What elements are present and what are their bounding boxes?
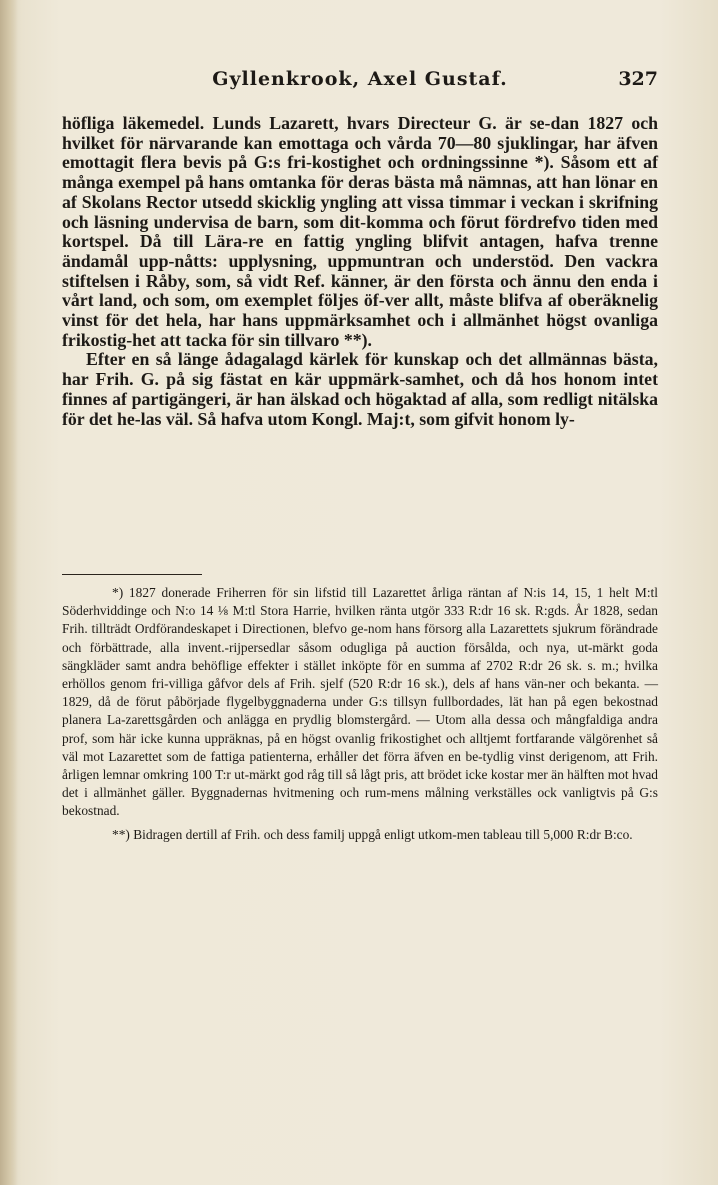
page-number: 327 [618,68,658,90]
page-gutter [0,0,18,1185]
running-head: Gyllenkrook, Axel Gustaf. [212,68,508,90]
body-paragraph-1: höfliga läkemedel. Lunds Lazarett, hvars Directeur G. är se-dan 1827 och hvilket för närvarande kan emottaga och vårda 70—80 sjuklingar, har äfven emottagit flera bevis på G:s fri-kostighet och ordningssinne *). Såsom ett af många exempel på hans omtanka för deras bästa må nämnas, att han lönar en af Skolans Rector utsedd skicklig yngling att vissa timmar i veckan i skrifning och läsning undervisa de barn, som dit-komma och förut fördrefvo tiden med kortspel. Då till Lära-re en fattig yngling blifvit antagen, hafva trenne ändamål upp-nåtts: upplysning, uppmuntran och understöd. Den vackra stiftelsen i Råby, som, så vidt Ref. känner, är den första och ännu den enda i vårt land, och som, om exemplet följes öf-ver allt, måste blifva af oberäknelig vinst för det hela, har hans uppmärksamhet och i allmänhet högst ovanliga frikostig-het att tacka för sin tillvaro **). [62,113,658,350]
footnotes [62,584,658,844]
footnote-2: **) Bidragen dertill af Frih. och dess familj uppgå enligt utkom-men tableau till 5,000 R:dr B:co. [112,826,633,842]
main-text [62,114,658,429]
footnote-separator [62,574,202,575]
body-paragraph-2: Efter en så länge ådagalagd kärlek för kunskap och det allmännas bästa, har Frih. G. på sig fästat en kär uppmärk-samhet, och då hos honom intet finnes af partigängeri, är han älskad och högaktad af alla, som redligt nitälska för det he-las väl. Så hafva utom Kongl. Maj:t, som gifvit honom ly- [62,349,658,429]
page-header [62,68,658,98]
footnote-1: *) 1827 donerade Friherren för sin lifstid till Lazarettet årliga räntan af N:is 14, 15, 1 helt M:tl Söderhviddinge och N:o 14 ⅛ M:tl Stora Harrie, hvilken ränta utgör 333 R:dr 16 sk. R:gds. År 1828, sedan Frih. tillträdt Ordförandeskapet i Directionen, blefvo ge-nom hans försorg alla Lazarettets sjukrum förändrade och förbättrade, alla invent.-rijpersedlar såsom odugliga på auction försålda, och nya, ut-märkt goda sängkläder samt andra behöflige effekter i stället inköpte för en summa af 2702 R:dr 26 sk. s. m.; hvilka erhöllos genom fri-villiga gåfvor dels af Frih. sjelf (520 R:dr 16 sk.), dels af hans vän-ner och bekanta. — 1829, då de förut påbörjade flygelbyggnaderna under G:s tillsyn fullbordades, lät han på egen bekostnad planera La-zarettsgården och anlägga en prydlig blomstergård. — Utom alla dessa och mångfaldiga andra prof, som här icke kunna uppräknas, på en högst ovanlig frikostighet och alltjemt fortfarande välgörenhet så väl mot Lazarettet som de fattiga patienterna, erhåller det förra äfven en be-tydlig vinst derigenom, att Frih. årligen lemnar omkring 100 T:r ut-märkt god råg till så lågt pris, att brödet icke kostar mer än hälften mot hvad det i allmänhet gäller. Byggnadernas hvitmening och rum-mens målning verkställes ock vanligtvis på G:s bekostnad. [62,585,658,819]
